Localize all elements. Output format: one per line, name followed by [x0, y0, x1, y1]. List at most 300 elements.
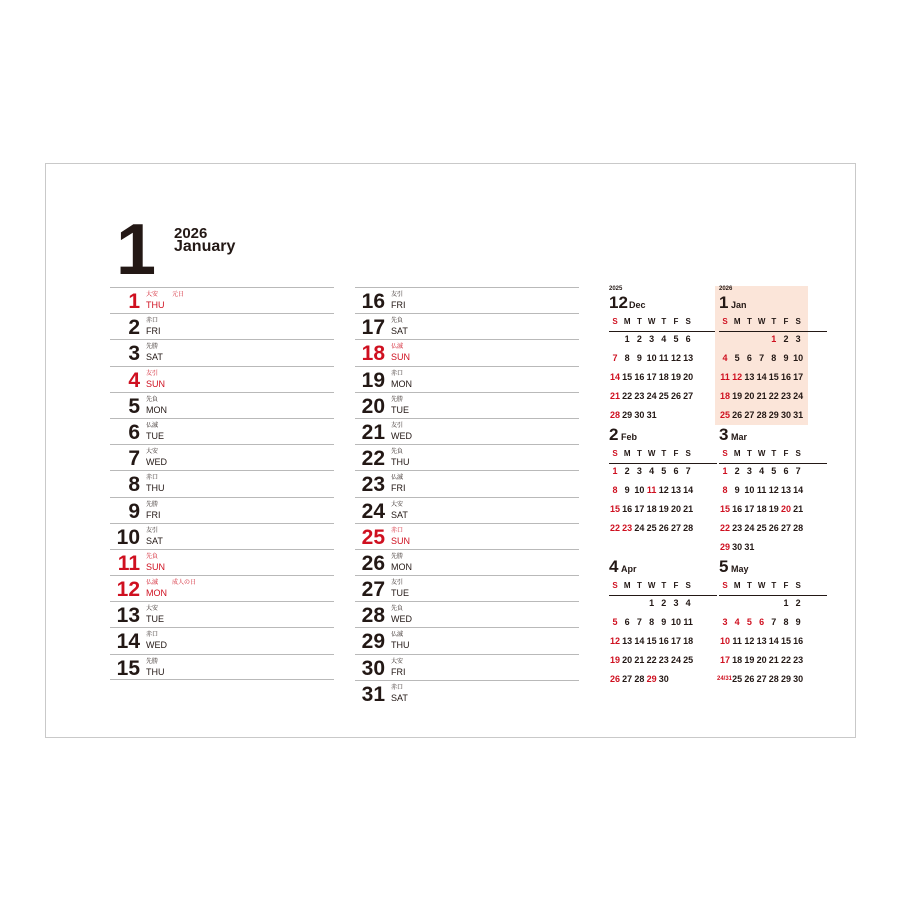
day-row [355, 497, 579, 523]
mini-day: 26 [732, 410, 743, 420]
mini-day: 6 [685, 334, 691, 344]
day-row [110, 418, 334, 444]
mini-day: 31 [744, 542, 755, 552]
mini-day: 6 [673, 466, 679, 476]
day-row [355, 575, 579, 601]
mini-day: 12 [768, 485, 779, 495]
mini-day: 28 [683, 523, 694, 533]
mini-day: 18 [732, 655, 743, 665]
rokuyo-label: 先勝 [146, 344, 159, 351]
mini-day: 28 [793, 523, 804, 533]
mini-day: 8 [722, 485, 728, 495]
mini-day: 23 [732, 523, 743, 533]
mini-day: 16 [732, 504, 743, 514]
weekday-initial: T [636, 581, 642, 590]
weekday-initial: F [783, 449, 789, 458]
mini-day: 18 [658, 372, 669, 382]
day-row [110, 575, 334, 601]
day-number: 23 [361, 473, 385, 497]
day-number: 9 [128, 499, 140, 523]
weekday-label: FRI [391, 666, 406, 677]
weekday-label: MON [146, 404, 167, 415]
mini-day: 23 [780, 391, 791, 401]
mini-day: 28 [756, 410, 767, 420]
day-row [110, 444, 334, 470]
mini-day: 25 [658, 391, 669, 401]
day-row [110, 627, 334, 653]
weekday-label: MON [391, 378, 412, 389]
rokuyo-label: 大安 [146, 449, 159, 456]
day-number: 15 [116, 656, 140, 680]
mini-day: 21 [634, 655, 645, 665]
weekday-initial: M [733, 449, 741, 458]
weekday-initial: S [722, 317, 728, 326]
mini-day: 8 [612, 485, 618, 495]
rokuyo-label: 友引 [146, 370, 159, 377]
mini-month-name: Dec [629, 300, 646, 310]
day-row [110, 549, 334, 575]
mini-day: 14 [756, 372, 767, 382]
mini-day: 8 [624, 353, 630, 363]
mini-day: 11 [683, 617, 693, 627]
mini-day: 15 [609, 504, 620, 514]
mini-month-number: 4 [609, 557, 619, 576]
rokuyo-label: 先負 [146, 553, 159, 560]
day-number: 26 [361, 551, 385, 575]
day-number: 19 [361, 368, 385, 392]
day-row [355, 339, 579, 365]
weekday-label: SAT [391, 692, 408, 703]
weekday-initial: T [746, 449, 752, 458]
day-number: 8 [128, 473, 140, 497]
mini-day: 7 [759, 353, 765, 363]
rokuyo-label: 先負 [391, 606, 404, 613]
mini-day: 6 [746, 353, 752, 363]
mini-day: 1 [624, 334, 630, 344]
mini-day: 7 [636, 617, 642, 627]
weekday-label: FRI [391, 483, 406, 494]
weekday-initial: F [673, 449, 679, 458]
weekday-label: FRI [391, 300, 406, 310]
day-row [355, 523, 579, 549]
weekday-label: SUN [146, 378, 166, 389]
mini-day: 8 [783, 617, 789, 627]
mini-year: 2025 [609, 286, 623, 292]
mini-day: 20 [756, 655, 767, 665]
weekday-initial: S [685, 317, 691, 326]
day-row [110, 470, 334, 496]
mini-day: 27 [670, 523, 681, 533]
mini-day: 18 [683, 636, 694, 646]
mini-month-number: 3 [719, 425, 729, 444]
mini-day: 25 [719, 410, 730, 420]
mini-month-number: 12 [609, 293, 628, 312]
weekday-label: SUN [146, 561, 166, 572]
weekday-initial: W [647, 317, 656, 326]
mini-day: 4 [685, 598, 691, 608]
weekday-label: TUE [146, 614, 164, 625]
mini-day: 14 [634, 636, 645, 646]
mini-day: 27 [780, 523, 791, 533]
day-number: 18 [361, 342, 385, 366]
mini-day: 10 [744, 485, 755, 495]
day-number: 7 [128, 447, 140, 471]
mini-day: 21 [683, 504, 694, 514]
mini-day: 7 [771, 617, 777, 627]
weekday-header [719, 582, 827, 596]
mini-day: 4 [759, 466, 765, 476]
day-number: 25 [361, 525, 385, 549]
day-row [355, 366, 579, 392]
mini-day: 1 [783, 598, 789, 608]
weekday-label: SAT [391, 326, 408, 337]
rokuyo-label: 赤口 [391, 370, 404, 377]
weekday-label: THU [146, 300, 165, 310]
weekday-initial: T [771, 581, 777, 590]
mini-day: 18 [756, 504, 767, 514]
day-number: 20 [361, 394, 385, 418]
weekday-initial: T [636, 449, 642, 458]
mini-day: 6 [624, 617, 630, 627]
mini-day: 24 [670, 655, 681, 665]
mini-day: 2 [783, 334, 789, 344]
day-number: 30 [361, 656, 385, 680]
mini-day: 10 [634, 485, 645, 495]
weekday-initial: T [661, 317, 667, 326]
mini-day: 27 [744, 410, 755, 420]
weekday-initial: S [795, 317, 801, 326]
day-number: 22 [361, 447, 385, 471]
mini-month-number: 2 [609, 425, 619, 444]
mini-day: 15 [780, 636, 791, 646]
weekday-label: WED [146, 457, 167, 468]
mini-day: 11 [732, 636, 742, 646]
mini-day: 25 [732, 674, 743, 684]
rokuyo-label: 大安 [146, 606, 159, 613]
weekday-initial: F [673, 317, 679, 326]
mini-day: 7 [795, 466, 801, 476]
rokuyo-label: 友引 [391, 422, 404, 429]
weekday-initial: W [757, 317, 766, 326]
mini-day: 7 [612, 353, 618, 363]
day-row [355, 418, 579, 444]
weekday-header [719, 318, 827, 332]
mini-day: 28 [768, 674, 779, 684]
mini-day: 4 [649, 466, 655, 476]
mini-day: 12 [658, 485, 669, 495]
mini-day: 17 [634, 504, 645, 514]
mini-day: 23 [634, 391, 645, 401]
mini-day: 11 [646, 485, 657, 495]
mini-day: 12 [670, 353, 681, 363]
mini-day: 4 [661, 334, 667, 344]
weekday-label: THU [391, 640, 410, 651]
weekday-initial: F [783, 317, 789, 326]
mini-day: 12 [744, 636, 755, 646]
rokuyo-label: 赤口 [146, 475, 159, 482]
weekday-initial: T [771, 449, 777, 458]
weekday-initial: T [661, 449, 667, 458]
mini-day: 16 [780, 372, 791, 382]
mini-day: 3 [722, 617, 728, 627]
day-number: 11 [117, 551, 140, 575]
mini-day: 28 [634, 674, 645, 684]
weekday-label: FRI [146, 326, 161, 337]
rokuyo-label: 友引 [391, 292, 404, 298]
mini-day: 19 [670, 372, 681, 382]
rokuyo-label: 大安 [391, 501, 404, 508]
weekday-label: THU [391, 457, 410, 468]
weekday-initial: W [647, 581, 656, 590]
mini-day: 15 [622, 372, 633, 382]
mini-month-name: Feb [621, 432, 638, 442]
weekday-label: SAT [391, 509, 408, 520]
mini-day: 6 [759, 617, 765, 627]
mini-day: 13 [744, 372, 755, 382]
mini-day: 2 [661, 598, 667, 608]
header-year: 2026 [174, 225, 208, 242]
mini-day: 30 [780, 410, 791, 420]
mini-day: 9 [636, 353, 642, 363]
rokuyo-label: 先負 [146, 396, 159, 403]
rokuyo-label: 仏滅 [146, 422, 159, 429]
mini-day: 20 [780, 504, 791, 514]
day-number: 12 [116, 578, 140, 602]
mini-day: 11 [756, 485, 767, 495]
mini-year: 2026 [719, 286, 733, 292]
mini-day: 1 [722, 466, 728, 476]
weekday-initial: F [673, 581, 679, 590]
day-row [110, 313, 334, 339]
weekday-label: WED [146, 640, 167, 651]
weekday-initial: S [612, 317, 618, 326]
day-row [110, 654, 334, 680]
weekday-initial: S [685, 449, 691, 458]
rokuyo-label: 仏滅 [391, 632, 404, 639]
day-row [355, 680, 579, 706]
mini-day: 10 [719, 636, 730, 646]
day-row [110, 392, 334, 418]
rokuyo-label: 赤口 [391, 684, 404, 691]
weekday-header [609, 318, 717, 332]
mini-day: 9 [624, 485, 630, 495]
mini-day: 2 [624, 466, 630, 476]
day-row [355, 313, 579, 339]
mini-month-number: 5 [719, 557, 729, 576]
mini-day: 18 [719, 391, 730, 401]
weekday-initial: M [623, 317, 631, 326]
mini-day: 20 [670, 504, 681, 514]
rokuyo-label: 仏滅 [391, 344, 404, 351]
mini-day: 30 [732, 542, 743, 552]
mini-month-name: May [731, 564, 749, 574]
weekday-initial: T [746, 581, 752, 590]
rokuyo-label: 先勝 [146, 501, 159, 508]
holiday-label: 元日 [172, 292, 185, 298]
day-row [355, 287, 579, 313]
day-row [355, 549, 579, 575]
weekday-label: FRI [146, 509, 161, 520]
mini-day: 31 [646, 410, 657, 420]
weekday-header [719, 450, 827, 464]
weekday-label: TUE [391, 404, 409, 415]
rokuyo-label: 友引 [391, 580, 404, 587]
mini-day: 13 [622, 636, 633, 646]
day-row [355, 470, 579, 496]
mini-day: 18 [646, 504, 657, 514]
day-number: 16 [361, 290, 385, 313]
mini-day: 26 [658, 523, 669, 533]
mini-day: 15 [719, 504, 730, 514]
holiday-label: 成人の日 [172, 580, 197, 587]
mini-day: 13 [780, 485, 791, 495]
weekday-initial: M [733, 581, 741, 590]
mini-day: 26 [744, 674, 755, 684]
mini-day: 19 [658, 504, 669, 514]
mini-day: 27 [683, 391, 694, 401]
mini-day: 1 [612, 466, 618, 476]
rokuyo-label: 先勝 [146, 658, 159, 665]
mini-day: 1 [771, 334, 777, 344]
mini-day: 22 [622, 391, 633, 401]
day-row [355, 444, 579, 470]
mini-day: 17 [744, 504, 755, 514]
mini-day: 5 [734, 353, 740, 363]
day-number: 31 [361, 682, 385, 706]
mini-month-name: Jan [731, 300, 747, 310]
day-number: 2 [128, 316, 140, 340]
weekday-initial: T [636, 317, 642, 326]
day-number: 29 [361, 630, 385, 654]
weekday-initial: M [733, 317, 741, 326]
weekday-initial: T [771, 317, 777, 326]
mini-day: 3 [746, 466, 752, 476]
weekday-label: THU [146, 483, 165, 494]
mini-day: 10 [670, 617, 681, 627]
weekday-initial: S [795, 581, 801, 590]
weekday-label: SUN [391, 352, 411, 363]
mini-day: 10 [793, 353, 804, 363]
mini-day: 7 [685, 466, 691, 476]
mini-day: 24 [634, 523, 645, 533]
mini-day: 14 [683, 485, 694, 495]
mini-day: 26 [670, 391, 681, 401]
day-number: 13 [116, 604, 140, 628]
weekday-initial: M [623, 581, 631, 590]
weekday-header [609, 582, 717, 596]
weekday-initial: S [722, 581, 728, 590]
weekday-initial: T [661, 581, 667, 590]
rokuyo-label: 大安 [146, 292, 159, 298]
mini-day: 3 [673, 598, 679, 608]
mini-day: 11 [720, 372, 730, 382]
mini-day: 25 [646, 523, 657, 533]
weekday-label: SUN [391, 535, 411, 546]
rokuyo-label: 赤口 [146, 318, 159, 325]
mini-day: 8 [771, 353, 777, 363]
mini-day: 5 [612, 617, 618, 627]
day-number: 21 [361, 420, 385, 444]
mini-day: 15 [768, 372, 779, 382]
mini-day: 25 [683, 655, 694, 665]
weekday-label: MON [391, 561, 412, 572]
day-number: 4 [128, 368, 140, 392]
mini-day: 30 [793, 674, 804, 684]
day-number: 27 [361, 578, 385, 602]
mini-month-name: Mar [731, 432, 748, 442]
day-row [110, 366, 334, 392]
mini-day: 11 [659, 353, 669, 363]
mini-day: 29 [622, 410, 633, 420]
mini-day: 5 [661, 466, 667, 476]
header-month-name: January [174, 238, 236, 255]
mini-day: 14 [609, 372, 620, 382]
mini-day: 19 [744, 655, 755, 665]
day-row [355, 601, 579, 627]
mini-day: 29 [646, 674, 657, 684]
mini-day: 12 [732, 372, 743, 382]
mini-day: 13 [670, 485, 681, 495]
mini-day: 4 [734, 617, 740, 627]
rokuyo-label: 仏滅 [146, 580, 159, 587]
weekday-label: TUE [391, 588, 409, 599]
mini-day: 16 [622, 504, 633, 514]
day-row [110, 339, 334, 365]
rokuyo-label: 先負 [391, 449, 404, 456]
rokuyo-label: 友引 [146, 527, 159, 534]
mini-day: 23 [793, 655, 804, 665]
mini-day: 4 [722, 353, 728, 363]
mini-day: 22 [719, 523, 730, 533]
mini-day: 22 [646, 655, 657, 665]
mini-day: 13 [683, 353, 694, 363]
mini-day: 24 [744, 523, 755, 533]
mini-month-name: Apr [621, 564, 637, 574]
rokuyo-label: 先勝 [391, 553, 404, 560]
mini-day: 29 [719, 542, 730, 552]
mini-day: 5 [746, 617, 752, 627]
mini-day: 29 [780, 674, 791, 684]
mini-day: 27 [756, 674, 767, 684]
weekday-label: SAT [146, 535, 163, 546]
mini-day: 21 [756, 391, 767, 401]
mini-day: 30 [634, 410, 645, 420]
mini-day: 16 [793, 636, 804, 646]
day-number: 28 [361, 604, 385, 628]
day-number: 24 [361, 499, 385, 523]
day-list-left [110, 287, 334, 680]
weekday-label: WED [391, 614, 412, 625]
rokuyo-label: 仏滅 [391, 475, 404, 482]
weekday-initial: W [647, 449, 656, 458]
weekday-label: SAT [146, 352, 163, 363]
rokuyo-label: 赤口 [146, 632, 159, 639]
mini-day: 28 [609, 410, 620, 420]
mini-day: 22 [780, 655, 791, 665]
weekday-initial: S [795, 449, 801, 458]
mini-day: 3 [636, 466, 642, 476]
mini-day: 16 [658, 636, 669, 646]
mini-day: 2 [636, 334, 642, 344]
mini-day: 16 [634, 372, 645, 382]
day-number: 1 [128, 290, 140, 313]
weekday-initial: M [623, 449, 631, 458]
weekday-initial: S [612, 449, 618, 458]
mini-day: 17 [793, 372, 804, 382]
mini-day: 9 [783, 353, 789, 363]
mini-day: 9 [795, 617, 801, 627]
day-number: 6 [128, 420, 140, 444]
